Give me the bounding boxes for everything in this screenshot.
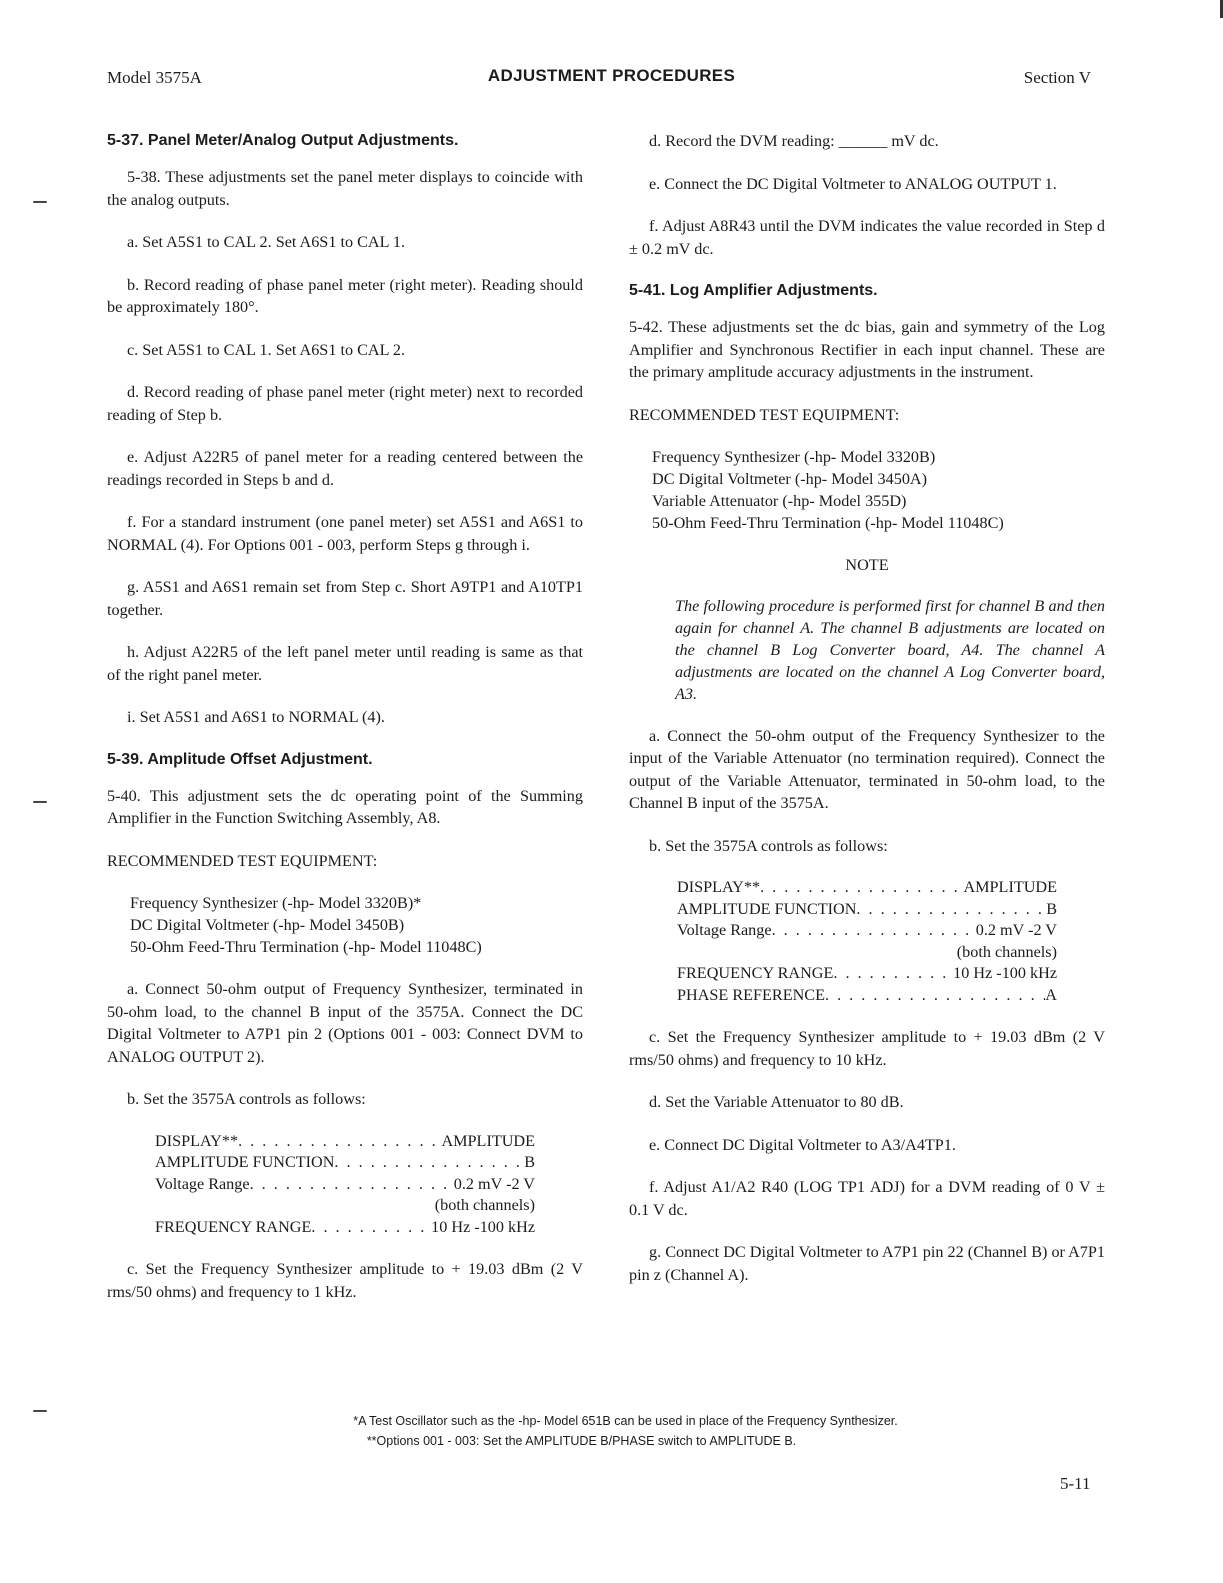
step: a. Connect 50-ohm output of Frequency Synthesizer, terminated in 50-ohm load, to the channel B input of the 3575A. Connect the DC Digital Voltmeter to A7P1 pin 2 (Options 001 - 003: Connect DVM to ANALOG OUTPUT 2). [107, 980, 583, 1066]
control-name: Voltage Range [677, 921, 772, 939]
control-value: B [524, 1153, 535, 1171]
margin-mark [33, 1410, 47, 1412]
control-note: (both channels) [956, 942, 1057, 961]
step: h. Adjust A22R5 of the left panel meter until reading is same as that of the right panel meter. [107, 643, 583, 684]
step: e. Adjust A22R5 of panel meter for a reading centered between the readings recorded in Steps b and d. [107, 448, 583, 489]
note-title: NOTE [845, 556, 889, 574]
step: c. Set the Frequency Synthesizer amplitude to + 19.03 dBm (2 V rms/50 ohms) and frequency to 10 kHz. [629, 1028, 1105, 1069]
step: a. Set A5S1 to CAL 2. Set A6S1 to CAL 1. [127, 233, 406, 251]
equipment-item: Frequency Synthesizer (-hp- Model 3320B)* [130, 894, 422, 912]
step: e. Connect the DC Digital Voltmeter to ANALOG OUTPUT 1. [649, 174, 1057, 193]
control-row [677, 963, 1057, 985]
control-note: (both channels) [434, 1196, 535, 1214]
control-row [155, 1152, 535, 1174]
left-column [107, 130, 583, 1323]
header-section: Section V [1023, 68, 1091, 87]
section-title-5-39: 5-39. Amplitude Offset Adjustment. [107, 750, 373, 768]
step: c. Set A5S1 to CAL 1. Set A6S1 to CAL 2. [127, 340, 406, 359]
control-name: DISPLAY** [155, 1131, 239, 1150]
header-model: Model 3575A [107, 68, 202, 87]
equipment-label: RECOMMENDED TEST EQUIPMENT: [629, 405, 900, 424]
control-name: AMPLITUDE FUNCTION [677, 899, 857, 918]
control-row [155, 1174, 535, 1196]
footnote: **Options 001 - 003: Set the AMPLITUDE B/PHASE switch to AMPLITUDE B. [366, 1434, 797, 1448]
step: f. Adjust A8R43 until the DVM indicates the value recorded in Step d ± 0.2 mV dc. [629, 217, 1105, 258]
step: f. Adjust A1/A2 R40 (LOG TP1 ADJ) for a DVM reading of 0 V ± 0.1 V dc. [629, 1178, 1105, 1219]
equipment-item: DC Digital Voltmeter (-hp- Model 3450B) [130, 916, 405, 934]
control-name: PHASE REFERENCE [677, 985, 825, 1004]
step: d. Record reading of phase panel meter (right meter) next to recorded reading of Step b. [107, 383, 583, 424]
controls-table [677, 877, 1057, 1006]
equipment-list [130, 892, 583, 958]
step: c. Set the Frequency Synthesizer amplitude to + 19.03 dBm (2 V rms/50 ohms) and frequency to 1 kHz. [107, 1260, 583, 1301]
page-number: 5-11 [1060, 1474, 1091, 1493]
control-name: FREQUENCY RANGE [677, 964, 834, 982]
equipment-item: DC Digital Voltmeter (-hp- Model 3450A) [652, 470, 928, 488]
equipment-item: 50-Ohm Feed-Thru Termination (-hp- Model 11048C) [652, 514, 1004, 532]
footnote: *A Test Oscillator such as the -hp- Model 651B can be used in place of the Frequency Synthesizer. [353, 1414, 898, 1428]
step: b. Set the 3575A controls as follows: [127, 1090, 366, 1108]
paragraph-5-38: 5-38. These adjustments set the panel meter displays to coincide with the analog outputs. [107, 168, 583, 209]
control-row [155, 1131, 535, 1153]
step: f. For a standard instrument (one panel meter) set A5S1 and A6S1 to NORMAL (4). For Options 001 - 003, perform Steps g through i. [107, 513, 583, 554]
header-title: ADJUSTMENT PROCEDURES [487, 66, 736, 85]
margin-mark [33, 801, 47, 803]
control-value: 0.2 mV -2 V [975, 921, 1057, 939]
step: d. Set the Variable Attenuator to 80 dB. [649, 1093, 904, 1111]
control-row [155, 1217, 535, 1239]
control-value: A [1045, 985, 1057, 1004]
equipment-label: RECOMMENDED TEST EQUIPMENT: [107, 851, 378, 870]
control-row [677, 985, 1057, 1007]
step: g. A5S1 and A6S1 remain set from Step c. Short A9TP1 and A10TP1 together. [107, 578, 583, 619]
section-title-5-37: 5-37. Panel Meter/Analog Output Adjustments. [107, 132, 459, 149]
control-value: 10 Hz -100 kHz [431, 1217, 535, 1236]
step: g. Connect DC Digital Voltmeter to A7P1 pin 22 (Channel B) or A7P1 pin z (Channel A). [629, 1243, 1105, 1284]
control-name: FREQUENCY RANGE [155, 1217, 312, 1236]
control-value: AMPLITUDE [963, 878, 1057, 896]
control-name: Voltage Range [155, 1174, 250, 1193]
equipment-list [652, 446, 1105, 534]
step: e. Connect DC Digital Voltmeter to A3/A4TP1. [649, 1135, 956, 1154]
paragraph-5-40: 5-40. This adjustment sets the dc operating point of the Summing Amplifier in the Function Switching Assembly, A8. [107, 786, 583, 827]
section-title-5-41: 5-41. Log Amplifier Adjustments. [629, 282, 878, 299]
control-name: AMPLITUDE FUNCTION [155, 1153, 335, 1171]
step: b. Record reading of phase panel meter (right meter). Reading should be approximately 180°. [107, 275, 583, 316]
control-value: B [1046, 899, 1057, 918]
step: b. Set the 3575A controls as follows: [649, 836, 888, 855]
equipment-item: Variable Attenuator (-hp- Model 355D) [652, 492, 907, 510]
control-row [677, 877, 1057, 899]
note-body: The following procedure is performed first for channel B and then again for channel A. The channel B adjustments are located on the channel B Log Converter board, A4. The channel A adjustments are located on the channel A Log Converter board, A3. [675, 596, 1105, 703]
step: i. Set A5S1 and A6S1 to NORMAL (4). [127, 708, 385, 726]
equipment-item: Frequency Synthesizer (-hp- Model 3320B) [652, 448, 936, 466]
control-value: 10 Hz -100 kHz [953, 964, 1057, 982]
step: d. Record the DVM reading: ______ mV dc. [649, 132, 939, 150]
control-value: AMPLITUDE [441, 1131, 535, 1150]
control-row [677, 920, 1057, 942]
right-column [629, 130, 1105, 1306]
controls-table [155, 1131, 535, 1239]
control-name: DISPLAY** [677, 878, 761, 896]
control-row [677, 899, 1057, 921]
equipment-item: 50-Ohm Feed-Thru Termination (-hp- Model 11048C) [130, 938, 482, 956]
margin-mark [33, 201, 47, 203]
control-value: 0.2 mV -2 V [453, 1174, 535, 1193]
paragraph-5-42: 5-42. These adjustments set the dc bias, gain and symmetry of the Log Amplifier and Synchronous Rectifier in each input channel. These are the primary amplitude accuracy adjustments in the instrument. [629, 318, 1105, 381]
step: a. Connect the 50-ohm output of the Frequency Synthesizer to the input of the Variable Attenuator (no termination required). Connect the output of the Variable Attenuator, terminated in 50-ohm load, to the Channel B input of the 3575A. [629, 726, 1105, 812]
